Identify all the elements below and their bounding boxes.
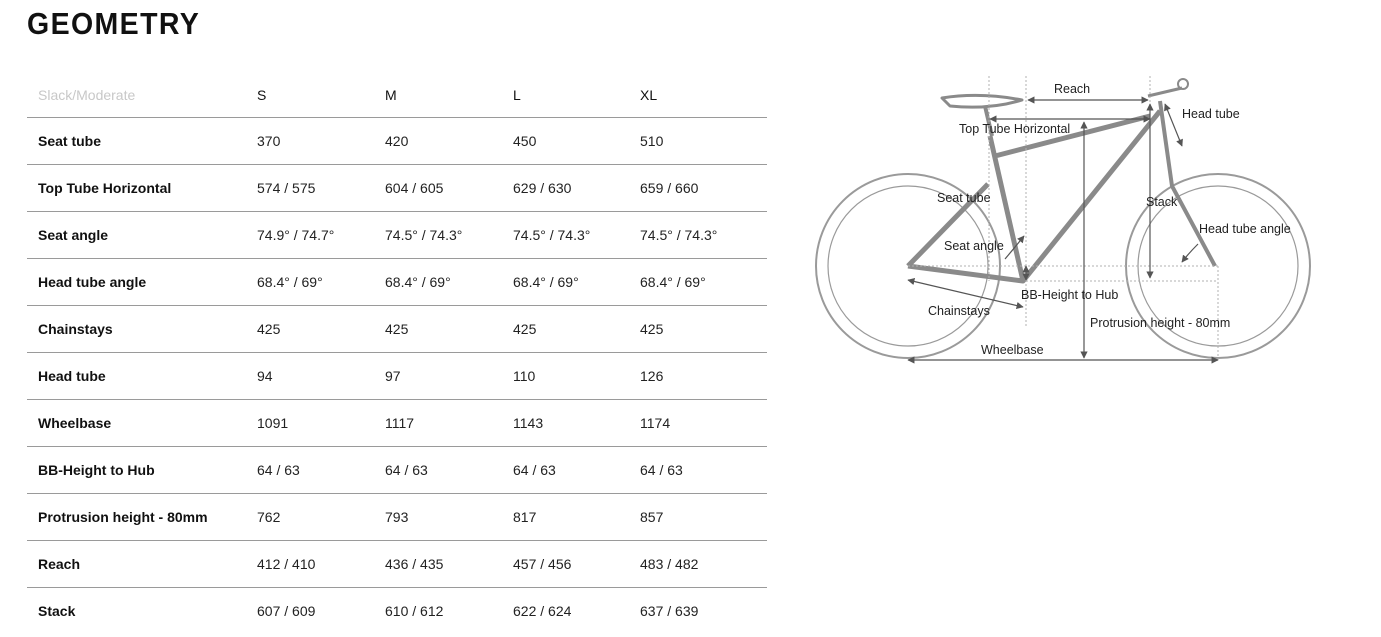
cell-value: 68.4° / 69° — [513, 274, 579, 290]
diagram-label-top-tube: Top Tube Horizontal — [959, 122, 1071, 136]
row-label: Top Tube Horizontal — [38, 180, 172, 196]
row-label: Head tube angle — [38, 274, 147, 290]
row-label: Seat tube — [38, 133, 102, 149]
cell-value: 425 — [640, 321, 664, 337]
cell-value: 762 — [257, 509, 281, 525]
cell-value: 412 / 410 — [257, 556, 316, 572]
diagram-label-head-tube-angle: Head tube angle — [1199, 222, 1291, 236]
cell-value: 857 — [640, 509, 664, 525]
diagram-label-reach: Reach — [1054, 82, 1091, 96]
cell-value: 64 / 63 — [257, 462, 300, 478]
cell-value: 425 — [257, 321, 281, 337]
table-row — [27, 259, 767, 306]
cell-value: 436 / 435 — [385, 556, 444, 572]
row-label: Protrusion height - 80mm — [38, 509, 208, 525]
diagram-label-protrusion: Protrusion height - 80mm — [1090, 316, 1231, 330]
cell-value: 425 — [385, 321, 409, 337]
row-label: Head tube — [38, 368, 106, 384]
table-row — [27, 541, 767, 588]
table-row — [27, 400, 767, 447]
size-header-l: L — [513, 86, 521, 103]
table-row — [27, 494, 767, 541]
row-label: Chainstays — [38, 321, 113, 337]
page-title: GEOMETRY — [27, 6, 201, 41]
cell-value: 126 — [640, 368, 664, 384]
cell-value: 420 — [385, 133, 409, 149]
cell-value: 425 — [513, 321, 537, 337]
table-row — [27, 165, 767, 212]
cell-value: 1117 — [385, 415, 415, 431]
row-label: Reach — [38, 556, 81, 572]
row-label: BB-Height to Hub — [38, 462, 155, 478]
table-row — [27, 588, 767, 635]
cell-value: 64 / 63 — [385, 462, 428, 478]
cell-value: 510 — [640, 133, 664, 149]
cell-value: 68.4° / 69° — [640, 274, 706, 290]
geometry-table — [27, 72, 767, 634]
cell-value: 94 — [257, 368, 273, 384]
diagram-label-seat-tube: Seat tube — [937, 191, 991, 205]
cell-value: 110 — [513, 368, 536, 384]
diagram-label-seat-angle: Seat angle — [944, 239, 1004, 253]
table-row — [27, 447, 767, 494]
table-header-row — [27, 72, 767, 118]
cell-value: 622 / 624 — [513, 603, 572, 619]
cell-value: 607 / 609 — [257, 603, 316, 619]
diagram-label-chainstays: Chainstays — [928, 304, 990, 318]
cell-value: 450 — [513, 133, 537, 149]
preset-label: Slack/Moderate — [38, 86, 136, 103]
row-label: Seat angle — [38, 227, 109, 243]
cell-value: 817 — [513, 509, 537, 525]
size-header-xl: XL — [640, 86, 658, 103]
row-label: Stack — [38, 603, 76, 619]
cell-value: 1091 — [257, 415, 289, 431]
cell-value: 74.5° / 74.3° — [640, 227, 718, 243]
cell-value: 637 / 639 — [640, 603, 699, 619]
cell-value: 610 / 612 — [385, 603, 444, 619]
bike-geometry-diagram — [810, 66, 1330, 386]
cell-value: 74.5° / 74.3° — [385, 227, 463, 243]
cell-value: 74.5° / 74.3° — [513, 227, 591, 243]
cell-value: 64 / 63 — [640, 462, 683, 478]
cell-value: 483 / 482 — [640, 556, 699, 572]
cell-value: 68.4° / 69° — [257, 274, 323, 290]
cell-value: 97 — [385, 368, 401, 384]
size-header-s: S — [257, 86, 267, 103]
cell-value: 574 / 575 — [257, 180, 316, 196]
cell-value: 74.9° / 74.7° — [257, 227, 335, 243]
cell-value: 1174 — [640, 415, 671, 431]
cell-value: 370 — [257, 133, 281, 149]
cell-value: 659 / 660 — [640, 180, 699, 196]
cell-value: 68.4° / 69° — [385, 274, 451, 290]
diagram-label-stack: Stack — [1146, 195, 1178, 209]
row-label: Wheelbase — [38, 415, 112, 431]
table-row — [27, 212, 767, 259]
diagram-label-wheelbase: Wheelbase — [981, 343, 1044, 357]
cell-value: 604 / 605 — [385, 180, 444, 196]
cell-value: 457 / 456 — [513, 556, 572, 572]
table-row — [27, 118, 767, 165]
cell-value: 1143 — [513, 415, 544, 431]
cell-value: 64 / 63 — [513, 462, 556, 478]
cell-value: 793 — [385, 509, 409, 525]
table-row — [27, 353, 767, 400]
size-header-m: M — [385, 86, 397, 103]
cell-value: 629 / 630 — [513, 180, 572, 196]
table-row — [27, 306, 767, 353]
diagram-label-head-tube: Head tube — [1182, 107, 1240, 121]
diagram-label-bb-height: BB-Height to Hub — [1021, 288, 1119, 302]
